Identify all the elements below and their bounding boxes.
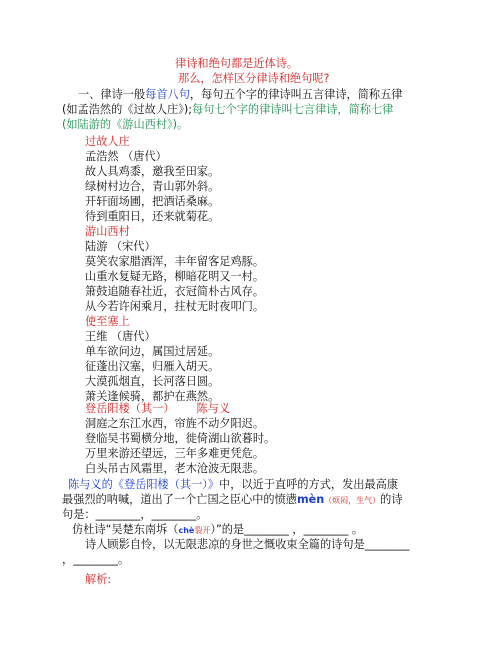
question-1-line-3: 句是：________，________。 (62, 508, 208, 521)
answer-label: 解析: (85, 573, 112, 586)
poem-line: 待到重阳日，还来就菊花。 (85, 210, 220, 223)
poem-title: 过故人庄 (85, 135, 130, 148)
poem-line: 万里来游还望远，三年多难更凭危。 (85, 447, 265, 460)
poem-line: 征蓬出汉塞，归雁入胡天。 (85, 360, 220, 373)
poem-line: 山重水复疑无路，柳暗花明又一村。 (85, 270, 265, 283)
poem-line: 莫笑农家腊酒浑，丰年留客足鸡豚。 (85, 255, 265, 268)
doc-subtitle: 那么，怎样区分律诗和绝句呢? (178, 72, 330, 85)
poem-line: 绿树村边合，青山郭外斜。 (85, 180, 220, 193)
question-1-line-2: 最强烈的呐喊，道出了一个亡国之臣心中的愤懑mèn（烦闷，生气）的诗 (62, 493, 403, 506)
intro-line-2: (如孟浩然的《过故人庄》);每句七个字的律诗叫七言律诗，简称七律 (62, 103, 394, 116)
poem-line: 单车欲问边，属国过居延。 (85, 345, 220, 358)
poem-line: 从今若许闲乘月，拄杖无时夜叩门。 (85, 300, 265, 313)
poem-title: 登岳阳楼（其一） 陈与义 (85, 402, 231, 415)
poem-title: 使至塞上 (85, 315, 130, 328)
poem-author: 王维 （唐代） (85, 330, 156, 343)
poem-author: 陆游 （宋代） (85, 240, 156, 253)
poem-line: 故人具鸡黍，邀我至田家。 (85, 165, 220, 178)
question-1-line-1: 陈与义的《登岳阳楼（其一）》中，以近于直呼的方式，发出最高康 (68, 478, 399, 491)
poem-line: 登临吴书蜀横分地，徙倚湖山欲暮时。 (85, 432, 276, 445)
doc-title: 律诗和绝句都是近体诗。 (175, 57, 299, 70)
poem-author: 孟浩然 （唐代） (85, 150, 167, 163)
question-2: 仿杜诗“吴楚东南坼（chè裂开）”的是________ ，________ 。 (72, 523, 364, 536)
poem-line: 白头吊古风霜里，老木沧波无限悲。 (85, 462, 265, 475)
poem-line: 洞庭之东江水西，帘旌不动夕阳迟。 (85, 417, 265, 430)
question-3-line-1: 诗人顾影自怜，以无限悲凉的身世之慨收束全篇的诗句是________ (85, 538, 410, 551)
poem-line: 萧关逢候骑，都护在燕然。 (85, 390, 220, 403)
poem-line: 开轩面场圃，把酒话桑麻。 (85, 195, 220, 208)
intro-line-1: 一、律诗一般每首八句，每句五个字的律诗叫五言律诗，简称五律 (78, 88, 403, 101)
intro-line-3: (如陆游的《游山西村》)。 (62, 118, 189, 131)
poem-line: 箫鼓追随春社近，衣冠简朴古风存。 (85, 285, 265, 298)
poem-line: 大漠孤烟直，长河落日圆。 (85, 375, 220, 388)
poem-title: 游山西村 (85, 225, 130, 238)
question-3-line-2: ，________。 (62, 553, 130, 566)
